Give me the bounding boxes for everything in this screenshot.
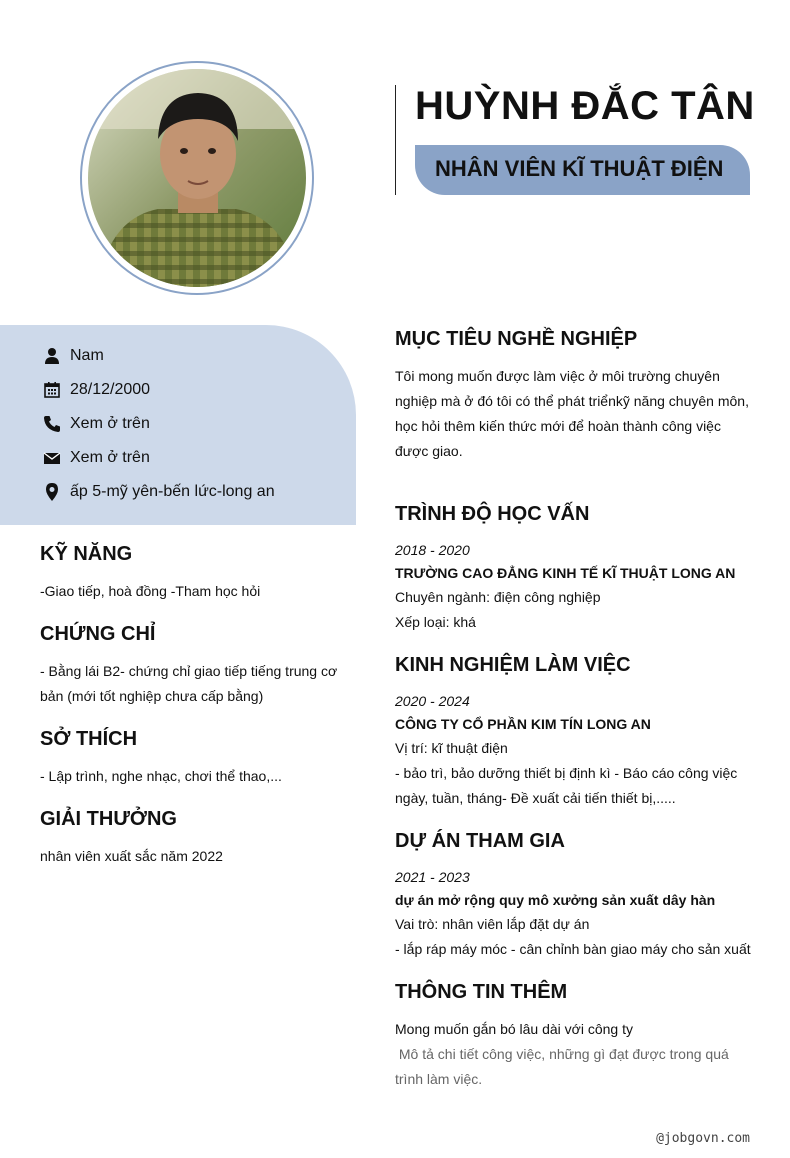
certificates-heading: CHỨNG CHỈ (40, 623, 156, 645)
experience-period: 2020 - 2024 (395, 693, 470, 709)
experience-desc-line-1: - bảo trì, bảo dưỡng thiết bị định kì - Báo cáo công việc (395, 765, 738, 781)
objective-line-2: nghiệp mà ở đó tôi có thể phát triểnkỹ năng chuyên môn, (395, 393, 749, 409)
phone-icon (42, 414, 62, 434)
hobbies-text: - Lập trình, nghe nhạc, chơi thể thao,... (40, 768, 282, 784)
contact-birthdate (42, 378, 150, 402)
candidate-name: HUỲNH ĐẮC TÂN (415, 84, 755, 128)
additional-text: Mong muốn gắn bó lâu dài với công ty (395, 1021, 633, 1037)
experience-heading: KINH NGHIỆM LÀM VIỆC (395, 654, 631, 676)
projects-heading: DỰ ÁN THAM GIA (395, 830, 565, 852)
experience-position: Vị trí: kĩ thuật điện (395, 740, 508, 756)
header-divider (395, 85, 396, 195)
certificates-line-1: - Bằng lái B2- chứng chỉ giao tiếp tiếng trung cơ (40, 663, 338, 679)
job-title-badge (415, 145, 750, 195)
education-grade: Xếp loại: khá (395, 614, 476, 630)
objective-line-1: Tôi mong muốn được làm việc ở môi trường chuyên (395, 368, 720, 384)
education-period: 2018 - 2020 (395, 542, 470, 558)
project-desc: - lắp ráp máy móc - cân chỉnh bàn giao máy cho sản xuất (395, 941, 751, 957)
project-role: Vai trò: nhân viên lắp đặt dự án (395, 916, 590, 932)
gender-value: Nam (70, 347, 104, 364)
additional-hint-line-2: trình làm việc. (395, 1071, 483, 1087)
birthdate-value: 28/12/2000 (70, 381, 151, 398)
hobbies-heading: SỞ THÍCH (40, 728, 138, 750)
additional-heading: THÔNG TIN THÊM (395, 981, 568, 1003)
skills-heading: KỸ NĂNG (40, 543, 133, 565)
experience-desc-line-2: ngày, tuần, tháng- Đề xuất cải tiến thiết bị,..... (395, 790, 676, 806)
person-icon (42, 346, 62, 366)
education-school: TRƯỜNG CAO ĐẲNG KINH TẾ KĨ THUẬT LONG AN (395, 565, 736, 581)
objective-line-4: được giao. (395, 443, 463, 459)
experience-company: CÔNG TY CỔ PHẦN KIM TÍN LONG AN (395, 716, 651, 732)
certificates-line-2: bản (mới tốt nghiệp chưa cấp bằng) (40, 688, 264, 704)
calendar-icon (42, 380, 62, 400)
contact-address (42, 480, 275, 504)
additional-hint-line-1: Mô tả chi tiết công việc, những gì đạt được trong quá (395, 1046, 729, 1062)
awards-text: nhân viên xuất sắc năm 2022 (40, 848, 223, 864)
footer-watermark: @jobgovn.com (656, 1131, 750, 1146)
skills-text: -Giao tiếp, hoà đồng -Tham học hỏi (40, 583, 261, 599)
email-value: Xem ở trên (70, 449, 150, 466)
awards-heading: GIẢI THƯỞNG (40, 808, 177, 830)
contact-phone (42, 412, 150, 436)
project-period: 2021 - 2023 (395, 869, 470, 885)
objective-line-3: học hỏi thêm kiến thức mới để hoàn thành công việc (395, 418, 721, 434)
phone-value: Xem ở trên (70, 415, 150, 432)
location-pin-icon (42, 482, 62, 502)
objective-heading: MỤC TIÊU NGHỀ NGHIỆP (395, 328, 638, 350)
education-major: Chuyên ngành: điện công nghiệp (395, 589, 601, 605)
project-name: dự án mở rộng quy mô xưởng sản xuất dây hàn (395, 892, 716, 908)
avatar-photo (88, 69, 306, 287)
education-heading: TRÌNH ĐỘ HỌC VẤN (395, 503, 590, 525)
address-value: ấp 5-mỹ yên-bến lức-long an (70, 483, 275, 500)
contact-gender (42, 344, 104, 368)
email-icon (42, 448, 62, 468)
contact-email (42, 446, 150, 470)
job-title: NHÂN VIÊN KĨ THUẬT ĐIỆN (435, 156, 724, 181)
